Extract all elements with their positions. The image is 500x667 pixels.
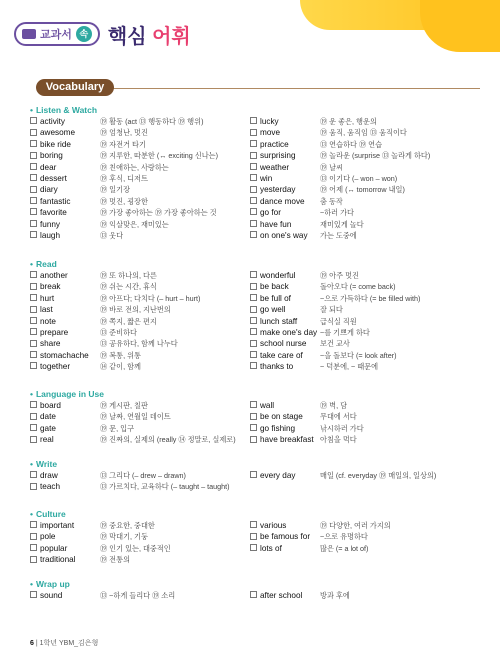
section-title: • Language in Use (30, 388, 480, 400)
checkbox-icon[interactable] (250, 186, 257, 193)
checkbox-icon[interactable] (30, 471, 37, 478)
vocab-word: go for (250, 207, 281, 218)
vocab-meaning: ⑲ 가장 좋아하는 ⑲ 가장 좋아하는 것 (100, 208, 217, 218)
checkbox-icon[interactable] (250, 231, 257, 238)
checkbox-icon[interactable] (250, 163, 257, 170)
vocab-meaning: ⑲ 날짜, 연월일 데이트 (100, 412, 171, 422)
vocab-meaning: ⑲ 전통의 (100, 555, 131, 565)
vocab-meaning: 급식실 직원 (320, 316, 357, 326)
textbook-badge (14, 22, 100, 46)
vocab-word: be famous for (250, 531, 310, 542)
vocab-meaning: ⑲ 후식, 디저트 (100, 173, 148, 183)
checkbox-icon[interactable] (30, 220, 37, 227)
vocab-word: teach (30, 481, 60, 492)
title-part-b: 어휘 (152, 25, 191, 48)
vocab-word: laugh (30, 230, 60, 241)
page-title (108, 20, 191, 49)
vocab-word: board (30, 400, 61, 411)
vocab-meaning: ~하러 가다 (320, 208, 354, 218)
checkbox-icon[interactable] (250, 306, 257, 313)
vocab-row (30, 554, 480, 565)
vocab-word: go well (250, 304, 286, 315)
checkbox-icon[interactable] (250, 152, 257, 159)
vocab-word: be back (250, 281, 289, 292)
vocab-word: sound (30, 590, 62, 601)
vocab-meaning: ~으로 유명하다 (320, 532, 368, 542)
checkbox-icon[interactable] (250, 401, 257, 408)
checkbox-icon[interactable] (250, 208, 257, 215)
vocab-meaning: ⑲ 어제 (↔ tomorrow 내일) (320, 185, 405, 195)
vocab-row (30, 434, 480, 445)
vocab-word: on one's way (250, 230, 308, 241)
vocab-row (30, 338, 480, 349)
vocab-row (30, 162, 480, 173)
checkbox-icon[interactable] (250, 362, 257, 369)
bus-icon (22, 29, 36, 39)
vocab-word: every day (250, 470, 296, 481)
vocab-meaning: ⑲ 친애하는, 사랑하는 (100, 162, 169, 172)
vocab-word: important (30, 520, 74, 531)
vocab-word: gate (30, 423, 56, 434)
vocab-meaning: 방과 후에 (320, 591, 350, 600)
checkbox-icon[interactable] (250, 197, 257, 204)
vocab-meaning: ~을 돌보다 (= look after) (320, 350, 397, 360)
vocab-meaning: ⑬ 그리다 (– drew – drawn) (100, 471, 186, 480)
checkbox-icon[interactable] (250, 328, 257, 335)
vocab-row (30, 304, 480, 315)
vocab-word: thanks to (250, 361, 293, 372)
checkbox-icon[interactable] (30, 424, 37, 431)
section-language-in-use (30, 388, 480, 446)
checkbox-icon[interactable] (250, 283, 257, 290)
vocab-meaning: 낚시하러 가다 (320, 423, 364, 433)
checkbox-icon[interactable] (250, 271, 257, 278)
checkbox-icon[interactable] (30, 197, 37, 204)
checkbox-icon[interactable] (250, 591, 257, 598)
vocab-row (30, 590, 480, 601)
checkbox-icon[interactable] (30, 556, 37, 563)
vocab-word: yesterday (250, 184, 296, 195)
vocab-word: share (30, 338, 60, 349)
checkbox-icon[interactable] (250, 413, 257, 420)
checkbox-icon[interactable] (30, 152, 37, 159)
vocab-row (30, 270, 480, 281)
vocab-word: another (30, 270, 68, 281)
section-read (30, 258, 480, 373)
checkbox-icon[interactable] (30, 117, 37, 124)
vocab-word: weather (250, 162, 289, 173)
vocab-word: surprising (250, 150, 296, 161)
checkbox-icon[interactable] (250, 140, 257, 147)
vocab-meaning: ⑲ 멋진, 굉장한 (100, 196, 148, 206)
vocab-row (30, 207, 480, 218)
checkbox-icon[interactable] (30, 533, 37, 540)
vocab-word: dessert (30, 173, 67, 184)
vocab-word: bike ride (30, 139, 71, 150)
vocab-meaning: ⑬ 준비하다 (100, 327, 137, 337)
vocab-word: real (30, 434, 54, 445)
checkbox-icon[interactable] (250, 424, 257, 431)
page-number: 6 (30, 640, 34, 647)
section-title: • Write (30, 458, 480, 470)
vocab-row (30, 350, 480, 361)
vocab-meaning: ⑬ 가르치다, 교육하다 (– taught – taught) (100, 482, 230, 492)
checkbox-icon[interactable] (250, 471, 257, 478)
vocab-row (30, 196, 480, 207)
vocab-meaning: ⑲ 아프다; 다치다 (– hurt – hurt) (100, 293, 201, 303)
vocab-word: school nurse (250, 338, 306, 349)
vocab-word: fantastic (30, 196, 71, 207)
checkbox-icon[interactable] (250, 317, 257, 324)
vocab-word: have breakfast (250, 434, 314, 445)
checkbox-icon[interactable] (30, 328, 37, 335)
checkbox-icon[interactable] (250, 220, 257, 227)
checkbox-icon[interactable] (30, 483, 37, 490)
vocab-word: make one's day (250, 327, 317, 338)
vocab-word: hurt (30, 293, 54, 304)
vocab-word: funny (30, 219, 60, 230)
vocab-meaning: 많은 (= a lot of) (320, 543, 369, 553)
vocab-word: lunch staff (250, 316, 297, 327)
checkbox-icon[interactable] (30, 544, 37, 551)
section-title: • Read (30, 258, 480, 270)
vocab-meaning: 재미있게 놀다 (320, 219, 364, 229)
vocab-meaning: ⑲ 막대기, 기둥 (100, 532, 148, 542)
vocab-word: dear (30, 162, 56, 173)
vocab-word: stomachache (30, 350, 89, 361)
vocab-meaning: 춤 동작 (320, 196, 343, 206)
vocab-meaning: ⑲ 날씨 (320, 162, 344, 172)
vocab-word: take care of (250, 350, 303, 361)
vocab-word: wall (250, 400, 274, 411)
checkbox-icon[interactable] (250, 533, 257, 540)
vocab-word: favorite (30, 207, 67, 218)
checkbox-icon[interactable] (30, 294, 37, 301)
vocab-meaning: ~으로 가득하다 (= be filled with) (320, 293, 421, 303)
vocab-row (30, 173, 480, 184)
badge-mark: 속 (76, 26, 92, 42)
vocab-word: prepare (30, 327, 68, 338)
vocab-meaning: ⑬ 이기다 (– won – won) (320, 173, 398, 183)
vocab-meaning: 매일 (cf. everyday ⑲ 매일의, 일상의) (320, 471, 437, 480)
vocab-word: pole (30, 531, 55, 542)
vocab-row (30, 139, 480, 150)
page-footer (30, 638, 98, 648)
vocab-word: draw (30, 470, 58, 481)
vocab-word: traditional (30, 554, 76, 565)
vocab-meaning: ⑲ 다양한, 여러 가지의 (320, 521, 391, 530)
vocab-meaning: ⑭ 같이, 함께 (100, 362, 141, 372)
vocab-meaning: ⑲ 진짜의, 실제의 (really ⑭ 정말로, 실제로) (100, 435, 236, 445)
checkbox-icon[interactable] (250, 294, 257, 301)
checkbox-icon[interactable] (250, 521, 257, 528)
section-culture (30, 508, 480, 566)
vocab-row (30, 116, 480, 127)
checkbox-icon[interactable] (30, 521, 37, 528)
vocab-row (30, 219, 480, 230)
vocab-row (30, 531, 480, 542)
vocab-meaning: 잘 되다 (320, 305, 343, 315)
vocab-row (30, 361, 480, 372)
checkbox-icon[interactable] (250, 129, 257, 136)
top-decoration-corner (420, 0, 500, 52)
vocab-meaning: ⑲ 익살맞은, 재미있는 (100, 219, 169, 229)
checkbox-icon[interactable] (30, 351, 37, 358)
vocab-word: dance move (250, 196, 305, 207)
vocab-row (30, 400, 480, 411)
vocab-word: move (250, 127, 280, 138)
vocab-word: various (250, 520, 286, 531)
vocab-meaning: ⑲ 운 좋은, 행운의 (320, 117, 377, 126)
title-part-a: 핵심 (107, 25, 147, 48)
vocab-meaning: ⑲ 복통, 위통 (100, 350, 141, 360)
vocab-meaning: ~를 기쁘게 하다 (320, 327, 370, 337)
vocab-meaning: ⑲ 또 하나의, 다른 (100, 271, 157, 280)
vocab-word: be on stage (250, 411, 303, 422)
vocab-meaning: 가는 도중에 (320, 230, 357, 240)
vocabulary-tab: Vocabulary (36, 79, 114, 96)
vocab-word: popular (30, 543, 67, 554)
vocab-meaning: ⑲ 엄청난, 멋진 (100, 128, 148, 138)
checkbox-icon[interactable] (30, 401, 37, 408)
section-title: • Wrap up (30, 578, 480, 590)
vocab-meaning: ⑲ 지루한, 따분한 (↔ exciting 신나는) (100, 151, 219, 161)
checkbox-icon[interactable] (30, 436, 37, 443)
vocab-meaning: ⑲ 쪽지, 짧은 편지 (100, 316, 157, 326)
vocab-word: break (30, 281, 60, 292)
vocab-word: lucky (250, 116, 279, 127)
vocab-word: note (30, 316, 56, 327)
vocab-meaning: 아침을 먹다 (320, 435, 357, 445)
vocab-meaning: ⑲ 문, 입구 (100, 423, 135, 433)
checkbox-icon[interactable] (250, 340, 257, 347)
vocab-row (30, 423, 480, 434)
vocab-meaning: 무대에 서다 (320, 412, 357, 422)
vocab-row (30, 184, 480, 195)
checkbox-icon[interactable] (30, 231, 37, 238)
vocab-meaning: ⑬ 연습하다 ⑲ 연습 (320, 139, 383, 149)
vocab-meaning: 돌아오다 (= come back) (320, 282, 396, 292)
vocab-meaning: ⑲ 중요한, 중대한 (100, 521, 155, 530)
section-write (30, 458, 480, 493)
vocab-meaning: ⑬ 웃다 (100, 230, 124, 240)
checkbox-icon[interactable] (30, 591, 37, 598)
vocab-word: win (250, 173, 272, 184)
vocab-word: have fun (250, 219, 291, 230)
vocab-meaning: ⑲ 움직, 움직임 ⑬ 움직이다 (320, 128, 407, 138)
vocab-row (30, 293, 480, 304)
vocab-word: lots of (250, 543, 282, 554)
vocab-word: last (30, 304, 53, 315)
checkbox-icon[interactable] (30, 362, 37, 369)
checkbox-icon[interactable] (30, 306, 37, 313)
checkbox-icon[interactable] (30, 174, 37, 181)
vocab-meaning: ⑬ ~하게 들리다 ⑲ 소리 (100, 591, 176, 600)
vocab-meaning: ⑬ 공유하다, 함께 나누다 (100, 339, 178, 349)
page-header (14, 14, 191, 54)
vocab-meaning: ⑲ 벽, 담 (320, 401, 348, 410)
checkbox-icon[interactable] (30, 129, 37, 136)
vocab-row (30, 281, 480, 292)
checkbox-icon[interactable] (250, 117, 257, 124)
section-title: • Culture (30, 508, 480, 520)
vocab-meaning: ⑲ 아주 멋진 (320, 271, 359, 280)
vocab-row (30, 230, 480, 241)
checkbox-icon[interactable] (30, 140, 37, 147)
vocab-word: activity (30, 116, 65, 127)
vocab-word: awesome (30, 127, 75, 138)
vocab-row (30, 481, 480, 492)
vocab-meaning: ~ 덕분에, ~ 때문에 (320, 362, 379, 372)
checkbox-icon[interactable] (250, 544, 257, 551)
vocab-word: go fishing (250, 423, 295, 434)
vocab-meaning: ⑲ 놀라운 (surprise ⑬ 놀라게 하다) (320, 151, 431, 161)
checkbox-icon[interactable] (250, 436, 257, 443)
footer-separator: | (35, 640, 40, 647)
vocab-meaning: ⑲ 자전거 타기 (100, 139, 146, 149)
footer-text: 1학년 YBM_김은형 (39, 640, 99, 647)
section-listen-watch (30, 104, 480, 241)
vocab-meaning: ⑲ 쉬는 시간, 휴식 (100, 282, 157, 292)
vocab-word: after school (250, 590, 302, 601)
vocab-meaning: 보건 교사 (320, 339, 350, 349)
vocab-word: date (30, 411, 56, 422)
vocab-meaning: ⑲ 인기 있는, 대중적인 (100, 543, 171, 553)
checkbox-icon[interactable] (30, 283, 37, 290)
badge-label: 교과서 (40, 29, 72, 41)
vocab-row (30, 327, 480, 338)
vocab-row (30, 127, 480, 138)
checkbox-icon[interactable] (30, 271, 37, 278)
vocab-row (30, 543, 480, 554)
vocab-row (30, 470, 480, 481)
vocab-row (30, 411, 480, 422)
section-title: • Listen & Watch (30, 104, 480, 116)
vocab-row (30, 520, 480, 531)
vocab-word: be full of (250, 293, 291, 304)
checkbox-icon[interactable] (30, 186, 37, 193)
vocab-word: diary (30, 184, 58, 195)
checkbox-icon[interactable] (250, 174, 257, 181)
checkbox-icon[interactable] (30, 208, 37, 215)
vocab-meaning: ⑲ 바로 전의, 지난번의 (100, 305, 171, 315)
checkbox-icon[interactable] (30, 340, 37, 347)
vocab-meaning: ⑲ 일기장 (100, 185, 131, 195)
vocab-word: practice (250, 139, 289, 150)
checkbox-icon[interactable] (30, 163, 37, 170)
checkbox-icon[interactable] (30, 413, 37, 420)
checkbox-icon[interactable] (30, 317, 37, 324)
section-wrap-up (30, 578, 480, 601)
vocab-word: boring (30, 150, 63, 161)
vocab-meaning: ⑲ 게시판, 칠판 (100, 401, 148, 410)
vocab-meaning: ⑲ 활동 (act ⑬ 행동하다 ⑲ 행위) (100, 117, 204, 126)
checkbox-icon[interactable] (250, 351, 257, 358)
vocab-word: together (30, 361, 70, 372)
vocab-row (30, 316, 480, 327)
vocab-word: wonderful (250, 270, 296, 281)
vocab-row (30, 150, 480, 161)
